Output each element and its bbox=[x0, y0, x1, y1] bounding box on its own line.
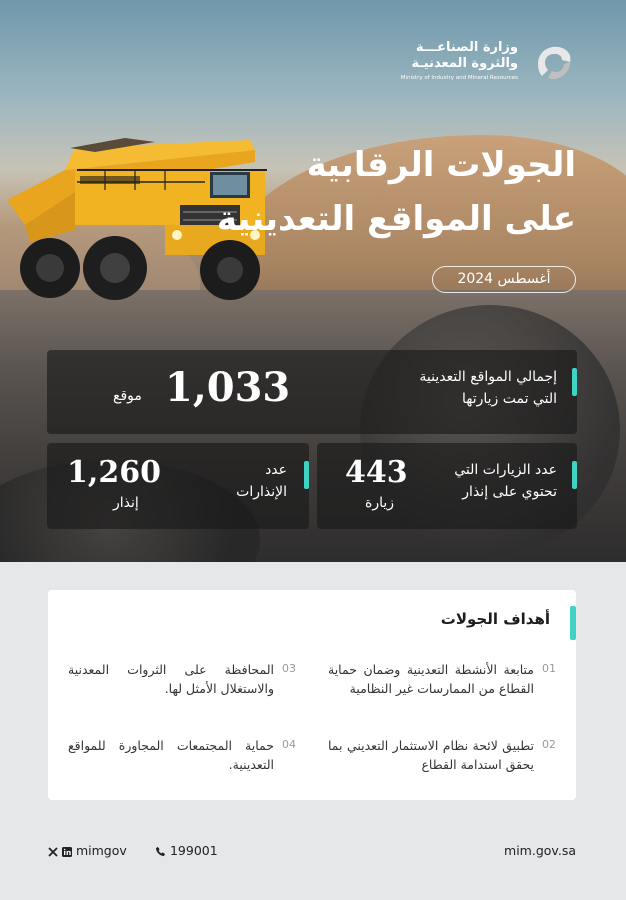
ministry-logo-icon bbox=[532, 40, 576, 84]
website-link[interactable]: mim.gov.sa bbox=[504, 843, 576, 858]
goal-number: 04 bbox=[282, 738, 296, 751]
goals-panel bbox=[48, 590, 576, 800]
ministry-logo bbox=[400, 38, 576, 90]
stat-card-warnings bbox=[47, 443, 309, 529]
title-line-2: على المواقع التعدينية bbox=[216, 199, 576, 239]
stat-label bbox=[236, 459, 287, 503]
goals-title: أهداف الجولات bbox=[440, 610, 550, 628]
goal-text: حماية المجتمعات المجاورة للمواقع التعدينية. bbox=[68, 738, 274, 772]
card-accent bbox=[304, 461, 309, 489]
stat-label-line1: عدد bbox=[265, 462, 287, 478]
goal-number: 01 bbox=[542, 662, 556, 675]
stat-value: 1,260 bbox=[67, 455, 161, 490]
card-accent bbox=[572, 368, 577, 396]
goal-number: 02 bbox=[542, 738, 556, 751]
goal-item bbox=[324, 736, 556, 776]
stat-label-line2: تحتوي على إنذار bbox=[462, 484, 557, 500]
goal-number: 03 bbox=[282, 662, 296, 675]
goal-text: تطبيق لائحة نظام الاستثمار التعديني بما يحقق استدامة القطاع bbox=[328, 738, 534, 772]
goals-accent bbox=[570, 606, 576, 640]
stat-value: 1,033 bbox=[165, 364, 291, 411]
stat-label bbox=[419, 366, 557, 410]
page-title bbox=[216, 138, 576, 246]
goal-item bbox=[324, 660, 556, 720]
stat-value: 443 bbox=[345, 455, 408, 490]
stat-label bbox=[454, 459, 557, 503]
linkedin-icon[interactable] bbox=[62, 847, 72, 857]
stat-unit: موقع bbox=[113, 388, 142, 404]
goal-text: المحافظة على الثروات المعدنية والاستغلال الأمثل لها. bbox=[68, 662, 274, 696]
stat-card-visits-with-warnings bbox=[317, 443, 577, 529]
x-icon[interactable] bbox=[48, 847, 58, 857]
phone-contact[interactable] bbox=[155, 843, 218, 858]
goal-item bbox=[64, 736, 296, 776]
stat-unit: زيارة bbox=[365, 495, 395, 511]
stat-label-line2: الإنذارات bbox=[236, 484, 287, 500]
ministry-name-ar-line2: والثروة المعدنيـة bbox=[411, 56, 518, 71]
stat-card-total-sites bbox=[47, 350, 577, 434]
stat-unit: إنذار bbox=[113, 495, 139, 511]
stat-label-line1: إجمالي المواقع التعدينية bbox=[419, 369, 557, 385]
stat-label-line2: التي تمت زيارتها bbox=[462, 391, 557, 407]
social-links[interactable] bbox=[48, 843, 127, 858]
footer bbox=[0, 836, 626, 866]
title-line-1: الجولات الرقابية bbox=[306, 145, 576, 185]
ministry-name-ar-line1: وزارة الصناعـــة bbox=[415, 40, 518, 55]
social-handle[interactable]: mimgov bbox=[75, 843, 127, 858]
ministry-name bbox=[401, 40, 518, 82]
ministry-name-en: Ministry of Industry and Mineral Resources bbox=[400, 75, 518, 81]
card-accent bbox=[572, 461, 577, 489]
date-badge: أغسطس 2024 bbox=[432, 266, 576, 293]
stat-label-line1: عدد الزيارات التي bbox=[454, 462, 557, 478]
goal-text: متابعة الأنشطة التعدينية وضمان حماية القطاع من الممارسات غير النظامية bbox=[328, 662, 534, 696]
goal-item bbox=[64, 660, 296, 700]
phone-icon bbox=[155, 846, 166, 857]
phone-number[interactable]: 199001 bbox=[169, 843, 218, 858]
